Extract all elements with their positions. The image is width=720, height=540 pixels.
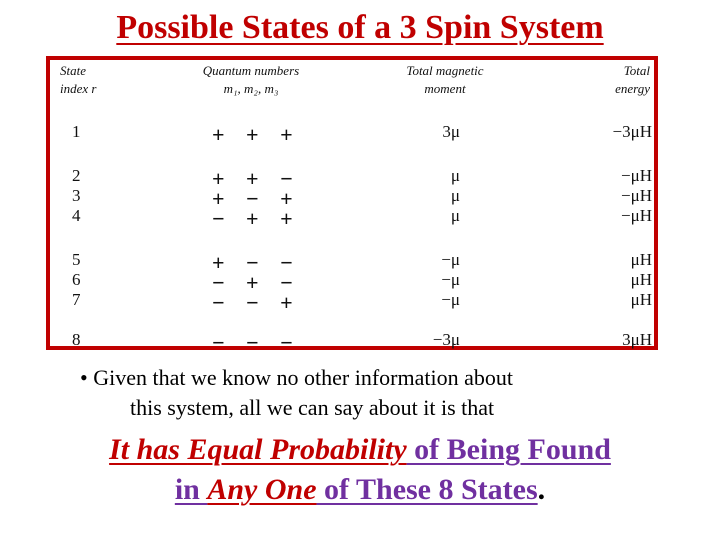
row-3-quantum-numbers: + − + bbox=[212, 186, 301, 211]
row-1-total-energy: −3μH bbox=[612, 122, 652, 141]
spin-states-table bbox=[46, 56, 658, 355]
conclusion-part-3: of Being Found bbox=[406, 433, 611, 466]
row-7-quantum-numbers: − − + bbox=[212, 290, 301, 315]
row-8-state-index: 8 bbox=[72, 330, 81, 349]
conclusion-line-1 bbox=[0, 430, 720, 470]
row-3-total-energy: −μH bbox=[621, 186, 652, 205]
header-total-moment bbox=[380, 62, 510, 98]
header-total-energy-line2: energy bbox=[615, 81, 650, 96]
bullet-text bbox=[80, 364, 513, 392]
conclusion-period: . bbox=[537, 473, 546, 506]
bullet-line-2: this system, all we can say about it is that bbox=[130, 395, 495, 420]
header-state-index-line1: State bbox=[60, 63, 86, 78]
header-quantum-numbers bbox=[176, 62, 326, 98]
row-1-state-index: 1 bbox=[72, 122, 81, 141]
row-6-total-moment: −μ bbox=[441, 270, 460, 289]
slide-title: Possible States of a 3 Spin System bbox=[116, 9, 604, 46]
header-state-index-line2: index r bbox=[60, 81, 97, 96]
header-state-index bbox=[60, 62, 96, 98]
row-8-total-moment: −3μ bbox=[432, 330, 460, 349]
conclusion-part-6: of These 8 States bbox=[316, 473, 538, 506]
header-total-moment-line1: Total magnetic bbox=[406, 63, 484, 78]
row-3-total-moment: μ bbox=[450, 186, 460, 205]
row-4-state-index: 4 bbox=[72, 206, 81, 225]
row-2-state-index: 2 bbox=[72, 166, 81, 185]
row-5-state-index: 5 bbox=[72, 250, 81, 269]
header-quantum-numbers-line2: m₁, m₂, m₃ bbox=[223, 81, 279, 96]
conclusion-statement bbox=[0, 430, 720, 510]
row-4-total-moment: μ bbox=[450, 206, 460, 225]
row-2-quantum-numbers: + + − bbox=[212, 166, 301, 191]
conclusion-emphasis-any-one: Any One bbox=[207, 473, 317, 506]
row-8-quantum-numbers: − − − bbox=[212, 330, 301, 355]
row-7-state-index: 7 bbox=[72, 290, 81, 309]
row-7-total-energy: μH bbox=[630, 290, 652, 309]
conclusion-part-1: It has bbox=[109, 433, 188, 466]
header-total-moment-line2: moment bbox=[424, 81, 466, 96]
row-5-total-energy: μH bbox=[630, 250, 652, 269]
row-4-total-energy: −μH bbox=[621, 206, 652, 225]
header-total-energy bbox=[598, 62, 650, 98]
row-7-total-moment: −μ bbox=[441, 290, 460, 309]
row-6-state-index: 6 bbox=[72, 270, 81, 289]
row-3-state-index: 3 bbox=[72, 186, 81, 205]
row-4-quantum-numbers: − + + bbox=[212, 206, 301, 231]
row-1-total-moment: 3μ bbox=[442, 122, 460, 141]
row-2-total-moment: μ bbox=[450, 166, 460, 185]
row-6-quantum-numbers: − + − bbox=[212, 270, 301, 295]
bullet-marker: • bbox=[80, 365, 88, 390]
row-8-total-energy: 3μH bbox=[622, 330, 652, 349]
conclusion-part-4: in bbox=[174, 473, 208, 506]
header-total-energy-line1: Total bbox=[623, 63, 650, 78]
row-1-quantum-numbers: + + + bbox=[212, 122, 301, 147]
row-5-quantum-numbers: + − − bbox=[212, 250, 301, 275]
conclusion-emphasis-equal-probability: Equal Probability bbox=[187, 433, 407, 466]
bullet-line-1: Given that we know no other information about bbox=[93, 365, 513, 390]
conclusion-line-2 bbox=[0, 470, 720, 510]
row-2-total-energy: −μH bbox=[621, 166, 652, 185]
header-quantum-numbers-line1: Quantum numbers bbox=[202, 63, 300, 78]
row-6-total-energy: μH bbox=[630, 270, 652, 289]
row-5-total-moment: −μ bbox=[441, 250, 460, 269]
